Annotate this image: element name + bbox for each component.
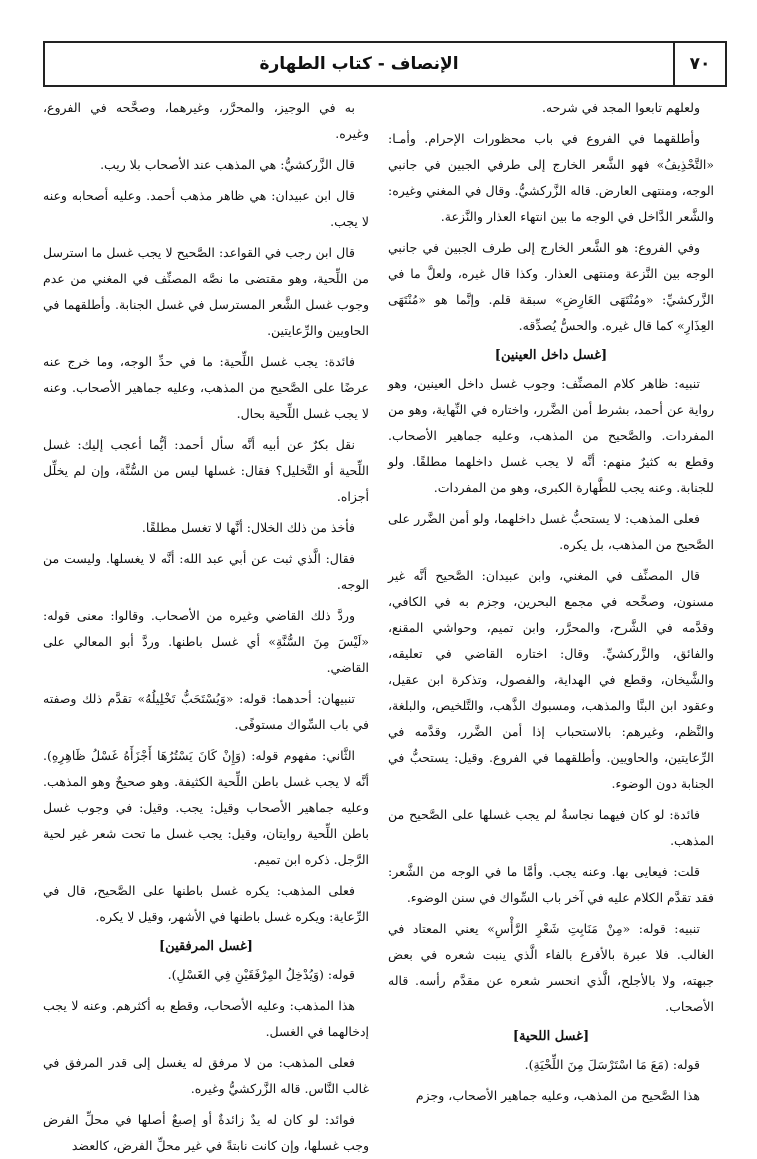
- paragraph: الثَّاني: مفهوم قوله: (وَإِنْ كَانَ يَسْتُرُهَا أَجْزَأَهُ غَسْلُ ظَاهِرِهِ). أنَّه لا يجب غسل باطن اللِّحية الكثيفة. وهو صحيحٌ وهو المذهب. وعليه جماهير الأصحاب وقيل: يجب. وقيل: في وجوب غسل باطن اللِّحية روايتان، وقيل: يجب غسل ما تحت شعر غير لحية الرَّجل. ذكره ابن تميم.: [43, 748, 369, 867]
- paragraph: تنبيه: قوله: «مِنْ مَنَابِتِ شَعْرِ الرَّأْسِ» يعني المعتاد في الغالب. فلا عبرة بالأفرع بالفاء الَّذي ينبت شعره في بعض جبهته، ولا بالأجلح، الَّذي انحسر شعره عن مقدَّم رأسه. قاله الأصحاب.: [388, 921, 714, 1014]
- paragraph: فوائد: لو كان له يدٌ زائدةٌ أو إصبعٌ أصلها في محلِّ الفرض وجب غسلها، وإن كانت نابتةً في غير محلِّ الفرض، كالعضد: [43, 1112, 369, 1153]
- paragraph: فعلى المذهب: لا يستحبُّ غسل داخلهما، ولو أمن الضَّرر على الصَّحيح من المذهب، بل يكره.: [388, 511, 714, 552]
- paragraph: قال المصنِّف في المغني، وابن عبيدان: الصَّحيح أنَّه غير مسنون، وصحَّحه في مجمع البحرين، وجزم به في الكافي، وقدَّمه في الشَّرح، والمحرَّر، وابن تميم، وحواشي المقنع، والفائق، والزَّركشيِّ. وقال: اختاره القاضي في تعليقه، والشَّيخان، وقطع في الهداية، والفصول، وتذكرة ابن عقيل، وعقود ابن البنَّا والمذهب، ومسبوك الذَّهب، والتَّلخيص، والبلغة، والنَّظم، وغيرهم: بالاستحباب إذا أمن الضَّرر، وقدَّمه في الرِّعايتين، والحاويين. وأطلقهما في الفروع. وقيل: يستحبُّ في الجنابة دون الوضوء.: [388, 568, 714, 791]
- right-text-column: [388, 95, 714, 1103]
- running-header: [43, 41, 727, 87]
- left-text-column: [43, 95, 369, 1153]
- paragraph: قال الزَّركشيُّ: هي المذهب عند الأصحاب بلا ريب.: [100, 157, 355, 172]
- paragraph: فائدة: يجب غسل اللِّحية: ما في حدِّ الوجه، وما خرج عنه عرضًا على الصَّحيح من المذهب، وعليه جماهير الأصحاب. وعنه لا يجب غسل اللِّحية بحال.: [43, 354, 369, 421]
- paragraph: قوله: (مَعَ مَا اسْتَرْسَلَ مِنَ اللِّحْيَةِ).: [524, 1057, 700, 1072]
- paragraph: قال ابن رجب في القواعد: الصَّحيح لا يجب غسل ما استرسل من اللِّحية، وهو مقتضى ما نصَّه المصنِّف في المغني من عدم وجوب غسل الشَّعر المسترسل في غسل الجنابة. وأطلقهما في الحاويين والرِّعايتين.: [43, 245, 369, 338]
- paragraph: به في الوجيز، والمحرَّر، وغيرهما، وصحَّحه في الفروع، وغيره.: [43, 100, 369, 141]
- section-heading: [غسل المرفقين]: [159, 939, 253, 954]
- paragraph: قلت: فيعايى بها. وعنه يجب. وأمَّا ما في الوجه من الشَّعر: فقد تقدَّم الكلام عليه في آخر باب السِّواك في سنن الوضوء.: [388, 864, 714, 905]
- section-heading: [غسل داخل العينين]: [494, 348, 608, 363]
- paragraph: ولعلهم تابعوا المجد في شرحه.: [541, 100, 700, 115]
- paragraph: قوله: (وَيُدْخِلُ المِرْفَقَيْنِ فِي الغَسْلِ).: [167, 967, 355, 982]
- paragraph: فأخذ من ذلك الخلال: أنَّها لا تغسل مطلقًا.: [141, 520, 355, 535]
- paragraph: تنبيهان: أحدهما: قوله: «وَيُسْتَحَبُّ تَخْلِيلُهُ» تقدَّم ذلك وصفته في باب السِّواك مستوفًى.: [43, 691, 369, 732]
- paragraph: وفي الفروع: هو الشَّعر الخارج إلى طرف الجبين في جانبي الوجه بين النَّزعة ومنتهى العذار. وكذا قال غيره، ولعلَّ ما في الزَّركشيِّ: «ومُنْتَهَى العَارِضِ» سبقة قلم. وإنَّما هو «مُنْتَهَى العِذَارِ» كما قال غيره. والحسُّ يُصدِّقه.: [388, 240, 714, 333]
- paragraph: فائدة: لو كان فيهما نجاسةٌ لم يجب غسلها على الصَّحيح من المذهب.: [388, 807, 714, 848]
- paragraph: هذا الصَّحيح من المذهب، وعليه جماهير الأصحاب، وجزم: [415, 1088, 700, 1103]
- paragraph: نقل بكرٌ عن أبيه أنَّه سأل أحمد: أيُّما أعجب إليك: غسل اللِّحية أو التَّخليل؟ فقال: غسلها ليس من السُّنَّة، وإن لم يخلِّل أجزاه.: [43, 437, 369, 504]
- paragraph: فعلى المذهب: من لا مرفق له يغسل إلى قدر المرفق في غالب النَّاس. قاله الزَّركشيُّ وغيره.: [43, 1055, 369, 1096]
- paragraph: فقال: الَّذي ثبت عن أبي عبد الله: أنَّه لا يغسلها. وليست من الوجه.: [43, 551, 369, 592]
- paragraph: وردَّ ذلك القاضي وغيره من الأصحاب. وقالوا: معنى قوله: «لَيْسَ مِنَ السُّنَّةِ» أي غسل باطنها. وردَّ أبو المعالي على القاضي.: [43, 608, 369, 675]
- running-title: الإنصاف - كتاب الطهارة: [259, 54, 459, 74]
- paragraph: وأطلقهما في الفروع في باب محظورات الإحرام. وأمـا: «التَّحْذِيفُ» فهو الشَّعر الخارج إلى طرفي الجبين في جانبي الوجه، ومنتهى العارض. قاله الزَّركشيُّ. وقال في المغني وغيره: والشَّعر الدَّاخل في الوجه ما بين انتهاء العذار والنَّزعة.: [388, 131, 714, 224]
- paragraph: فعلى المذهب: يكره غسل باطنها على الصَّحيح، قال في الرِّعاية: ويكره غسل باطنها في الأشهر، وقيل لا يكره.: [43, 883, 369, 924]
- paragraph: هذا المذهب: وعليه الأصحاب، وقطع به أكثرهم. وعنه لا يجب إدخالهما في الغسل.: [43, 998, 369, 1039]
- paragraph: قال ابن عبيدان: هي ظاهر مذهب أحمد. وعليه أصحابه وعنه لا يجب.: [43, 188, 369, 229]
- section-heading: [غسل اللحية]: [512, 1029, 590, 1044]
- page-number: ٧٠: [673, 43, 725, 85]
- paragraph: تنبيه: ظاهر كلام المصنِّف: وجوب غسل داخل العينين، وهو رواية عن أحمد، بشرط أمن الضَّرر، واختاره في النِّهاية، وهو من المفردات. والصَّحيح من المذهب، وعليه جماهير الأصحاب. وقطع به كثيرٌ منهم: أنَّه لا يجب غسل داخلهما مطلقًا. ولو للجنابة. وعنه يجب للطَّهارة الكبرى، وهو من المفردات.: [388, 376, 714, 495]
